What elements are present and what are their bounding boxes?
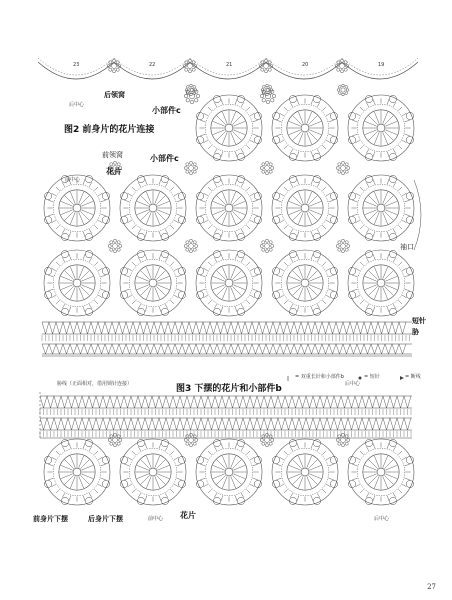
stitch-ticks <box>42 335 410 341</box>
legend-symbol <box>400 376 404 380</box>
legend-symbol <box>359 377 362 380</box>
flower-motif <box>196 439 262 505</box>
flower-motif <box>196 175 262 241</box>
small-part <box>337 84 349 96</box>
neck-number-21: 21 <box>226 62 233 68</box>
back-center-bottom-label: 后中心 <box>374 516 390 522</box>
small-part <box>336 161 350 175</box>
armhole-edge <box>414 180 421 250</box>
back-neckline-label: 后领窝 <box>104 91 125 99</box>
armhole-label: 袖口 <box>400 243 414 251</box>
flower-motif <box>348 439 414 505</box>
band-zigzag <box>40 396 411 408</box>
neck-number-23: 23 <box>73 62 80 68</box>
small-part <box>108 239 122 253</box>
small-part-c-label-lower: 小部件c <box>150 154 179 163</box>
figure3-title: 图3 下摆的花片和小部件b <box>176 384 282 394</box>
small-part <box>260 433 274 447</box>
neck-number-19: 19 <box>378 62 385 68</box>
motif-label-fig3: 花片 <box>180 511 196 520</box>
small-part <box>260 88 276 104</box>
small-part <box>184 433 198 447</box>
small-part <box>260 239 274 253</box>
small-part-c-label-upper: 小部件c <box>152 106 181 115</box>
band-zigzag <box>42 344 406 354</box>
neck-number-20: 20 <box>302 62 309 68</box>
flower-motif <box>196 250 262 316</box>
flower-motif <box>272 95 338 161</box>
back-center-top-label: 后中心 <box>69 102 85 108</box>
flower-motif <box>120 175 186 241</box>
flower-motif <box>272 175 338 241</box>
small-part <box>336 239 350 253</box>
small-part <box>108 433 122 447</box>
flower-motif <box>196 95 262 161</box>
short-stitch-label: 短针 <box>412 317 426 325</box>
side-seam-note: 胁线（正面相对，借用锁针连接） <box>57 381 133 387</box>
legend-item-1: = 双重长针和小部件b <box>295 374 344 380</box>
front-center-bottom-label: 前中心 <box>148 516 164 522</box>
back-hem-label: 后身片下摆 <box>88 515 123 523</box>
small-part <box>260 161 274 175</box>
neck-number-22: 22 <box>149 62 156 68</box>
stitch-ticks <box>40 431 411 437</box>
small-part <box>184 88 200 104</box>
small-part <box>336 433 350 447</box>
band-zigzag <box>42 322 406 334</box>
flower-motif <box>272 250 338 316</box>
figure2-title: 图2 前身片的花片连接 <box>64 125 155 135</box>
flower-motif <box>348 95 414 161</box>
legend-item-2: = 短针 <box>364 374 380 380</box>
flower-motif <box>272 439 338 505</box>
legend-item-3: = 断线 <box>405 374 421 380</box>
flower-motif <box>44 250 110 316</box>
side-label: 胁 <box>412 328 419 336</box>
front-hem-label: 前身片下摆 <box>33 515 68 523</box>
motif-label-fig2: 花片 <box>106 167 122 176</box>
front-neckline-label: 前领窝 <box>102 151 123 159</box>
back-center-label-fig3: 后中心 <box>345 381 361 387</box>
stitch-ticks <box>40 409 411 415</box>
flower-motif <box>120 250 186 316</box>
page-number: 27 <box>427 583 436 591</box>
small-part <box>184 161 198 175</box>
flower-motif <box>348 250 414 316</box>
band-zigzag <box>40 418 411 430</box>
flower-motif <box>120 439 186 505</box>
front-center-label: 前中心 <box>65 177 81 183</box>
flower-motif <box>44 439 110 505</box>
flower-motif <box>348 175 414 241</box>
flower-motif <box>44 175 110 241</box>
small-part <box>184 239 198 253</box>
